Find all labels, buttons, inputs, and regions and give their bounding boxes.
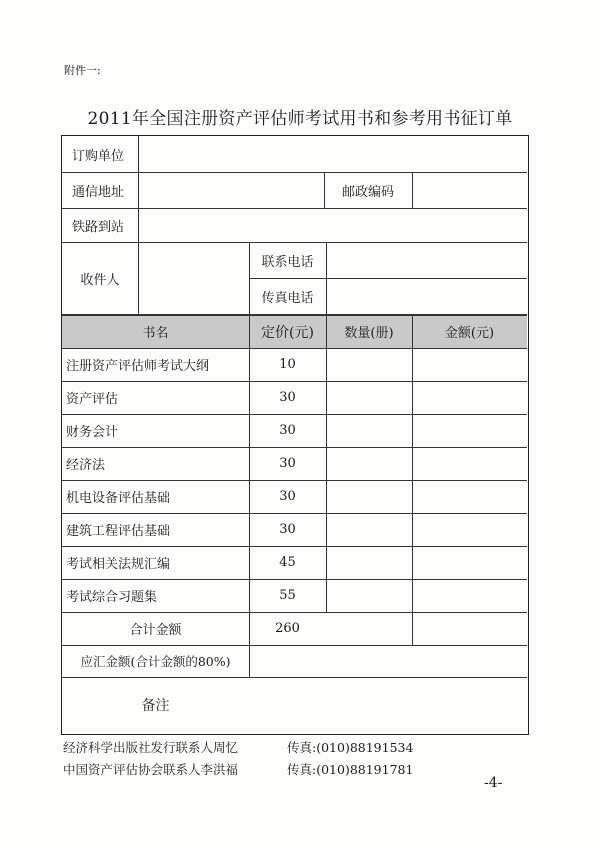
payable-field[interactable]	[250, 645, 527, 677]
amount-field[interactable]	[413, 348, 527, 381]
footer-contact-1: 经济科学出版社发行联系人周忆	[63, 740, 239, 755]
remarks-label: 备注	[141, 698, 170, 714]
total-value: 260	[275, 621, 300, 636]
book-name: 建筑工程评估基础	[66, 524, 171, 539]
footer-fax-2: 传真:(010)88191781	[287, 762, 414, 777]
book-price: 10	[279, 357, 296, 372]
amount-field[interactable]	[413, 414, 527, 447]
book-name: 注册资产评估师考试大纲	[66, 359, 210, 374]
quantity-field[interactable]	[327, 381, 412, 414]
address-field[interactable]	[139, 172, 324, 208]
book-name: 机电设备评估基础	[66, 491, 171, 506]
railway-station-label: 铁路到站	[72, 219, 125, 235]
recipient-field[interactable]	[139, 242, 249, 314]
footer-contact-2: 中国资产评估协会联系人李洪福	[63, 762, 239, 777]
book-name: 考试综合习题集	[66, 590, 158, 605]
book-price: 55	[279, 588, 296, 603]
quantity-field[interactable]	[327, 447, 412, 480]
address-label: 通信地址	[72, 184, 125, 200]
book-name: 经济法	[66, 458, 106, 473]
col-header-price: 定价(元)	[261, 324, 314, 341]
page-title: 2011年全国注册资产评估师考试用书和参考用书征订单	[87, 109, 513, 129]
page-number: -4-	[484, 775, 503, 791]
book-price: 30	[279, 522, 296, 537]
book-name: 资产评估	[66, 392, 119, 407]
postcode-label: 邮政编码	[341, 184, 394, 200]
book-price: 30	[279, 390, 296, 405]
quantity-field[interactable]	[327, 579, 412, 612]
quantity-field[interactable]	[327, 546, 412, 579]
total-quantity-field[interactable]	[327, 612, 412, 645]
order-unit-field[interactable]	[139, 136, 527, 172]
remarks-field[interactable]	[250, 677, 527, 733]
col-header-amount: 金额(元)	[444, 326, 495, 341]
order-form	[61, 135, 529, 735]
phone-field[interactable]	[327, 242, 527, 278]
amount-field[interactable]	[413, 579, 527, 612]
quantity-field[interactable]	[327, 348, 412, 381]
footer-fax-1: 传真:(010)88191534	[287, 740, 414, 755]
payable-label: 应汇金额(合计金额的80%)	[80, 654, 231, 669]
amount-field[interactable]	[413, 480, 527, 513]
quantity-field[interactable]	[327, 513, 412, 546]
col-header-quantity: 数量(册)	[344, 326, 394, 341]
postcode-field[interactable]	[413, 172, 527, 208]
col-header-book-name: 书名	[142, 326, 169, 341]
recipient-label: 收件人	[80, 272, 120, 288]
fax-field[interactable]	[327, 278, 527, 314]
railway-station-field[interactable]	[139, 208, 527, 242]
book-price: 45	[279, 555, 296, 570]
book-name: 考试相关法规汇编	[66, 557, 171, 572]
amount-field[interactable]	[413, 546, 527, 579]
amount-field[interactable]	[413, 513, 527, 546]
quantity-field[interactable]	[327, 480, 412, 513]
book-price: 30	[279, 489, 296, 504]
amount-field[interactable]	[413, 381, 527, 414]
amount-field[interactable]	[413, 447, 527, 480]
total-amount-field[interactable]	[413, 612, 527, 645]
total-label: 合计金额	[129, 623, 182, 638]
order-unit-label: 订购单位	[72, 148, 125, 164]
attachment-label: 附件一:	[64, 64, 101, 77]
quantity-field[interactable]	[327, 414, 412, 447]
book-name: 财务会计	[66, 425, 119, 440]
fax-label: 传真电话	[261, 290, 314, 306]
book-price: 30	[279, 423, 296, 438]
book-price: 30	[279, 456, 296, 471]
phone-label: 联系电话	[261, 254, 314, 270]
